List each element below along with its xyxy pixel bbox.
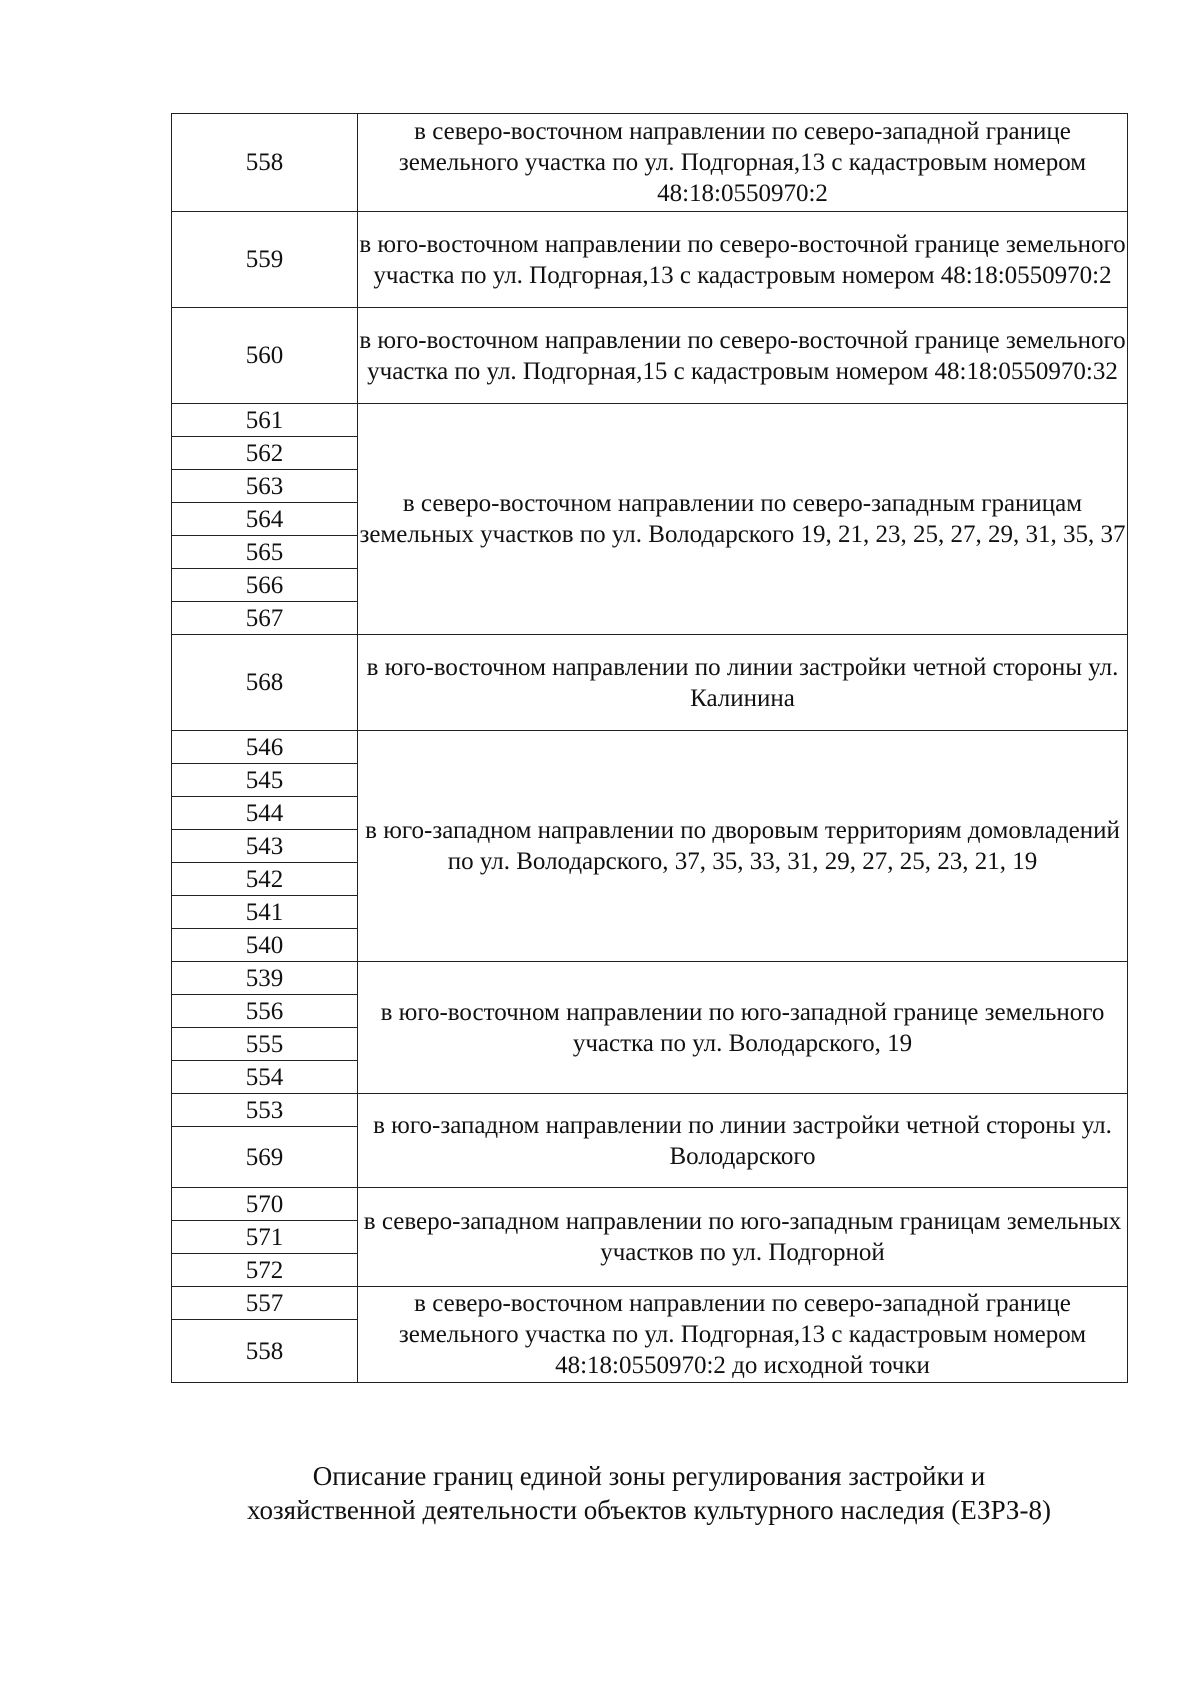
point-number: 553 — [172, 1094, 358, 1127]
caption-line-2: хозяйственной деятельности объектов культурного наследия (ЕЗРЗ-8) — [247, 1495, 1051, 1525]
table-row — [172, 1094, 1128, 1127]
point-number: 544 — [172, 797, 358, 830]
segment-description: в северо-восточном направлении по северо-западной границе земельного участка по ул. Подгорная,13 с кадастровым номером 48:18:0550970:2 — [358, 114, 1128, 212]
point-number: 567 — [172, 602, 358, 635]
segment-description: в юго-восточном направлении по северо-восточной границе земельного участка по ул. Подгорная,15 с кадастровым номером 48:18:0550970:32 — [358, 308, 1128, 404]
point-number: 557 — [172, 1287, 358, 1320]
segment-description: в юго-западном направлении по дворовым территориям домовладений по ул. Володарского, 37, 35, 33, 31, 29, 27, 25, 23, 21, 19 — [358, 731, 1128, 962]
segment-description: в юго-западном направлении по линии застройки четной стороны ул. Володарского — [358, 1094, 1128, 1188]
point-number: 560 — [172, 308, 358, 404]
point-number: 558 — [172, 114, 358, 212]
point-number: 570 — [172, 1188, 358, 1221]
point-number: 543 — [172, 830, 358, 863]
point-number: 555 — [172, 1028, 358, 1061]
point-number: 556 — [172, 995, 358, 1028]
segment-description: в юго-восточном направлении по юго-западной границе земельного участка по ул. Володарского, 19 — [358, 962, 1128, 1094]
table-row — [172, 1287, 1128, 1320]
caption-line-1: Описание границ единой зоны регулирования застройки и — [312, 1461, 986, 1491]
point-number: 562 — [172, 437, 358, 470]
table-row — [172, 308, 1128, 404]
table-row — [172, 404, 1128, 437]
point-number: 554 — [172, 1061, 358, 1094]
point-number: 546 — [172, 731, 358, 764]
point-number: 545 — [172, 764, 358, 797]
table-row — [172, 635, 1128, 731]
point-number: 571 — [172, 1221, 358, 1254]
point-number: 558 — [172, 1320, 358, 1383]
table-row — [172, 731, 1128, 764]
point-number: 566 — [172, 569, 358, 602]
point-number: 539 — [172, 962, 358, 995]
segment-description: в юго-восточном направлении по линии застройки четной стороны ул. Калинина — [358, 635, 1128, 731]
point-number: 569 — [172, 1127, 358, 1188]
point-number: 559 — [172, 212, 358, 308]
point-number: 540 — [172, 929, 358, 962]
point-number: 561 — [172, 404, 358, 437]
point-number: 563 — [172, 470, 358, 503]
table-row — [172, 962, 1128, 995]
point-number: 565 — [172, 536, 358, 569]
point-number: 568 — [172, 635, 358, 731]
table-row — [172, 212, 1128, 308]
table-row — [172, 114, 1128, 212]
boundary-table — [171, 113, 1128, 1383]
point-number: 564 — [172, 503, 358, 536]
point-number: 542 — [172, 863, 358, 896]
segment-description: в северо-восточном направлении по северо-западным границам земельных участков по ул. Володарского 19, 21, 23, 25, 27, 29, 31, 35, 37 — [358, 404, 1128, 635]
table-row — [172, 1188, 1128, 1221]
point-number: 572 — [172, 1254, 358, 1287]
segment-description: в северо-восточном направлении по северо-западной границе земельного участка по ул. Подгорная,13 с кадастровым номером 48:18:0550970:2 до исходной точки — [358, 1287, 1128, 1383]
segment-description: в юго-восточном направлении по северо-восточной границе земельного участка по ул. Подгорная,13 с кадастровым номером 48:18:0550970:2 — [358, 212, 1128, 308]
point-number: 541 — [172, 896, 358, 929]
section-caption — [171, 1459, 1127, 1527]
segment-description: в северо-западном направлении по юго-западным границам земельных участков по ул. Подгорной — [358, 1188, 1128, 1287]
